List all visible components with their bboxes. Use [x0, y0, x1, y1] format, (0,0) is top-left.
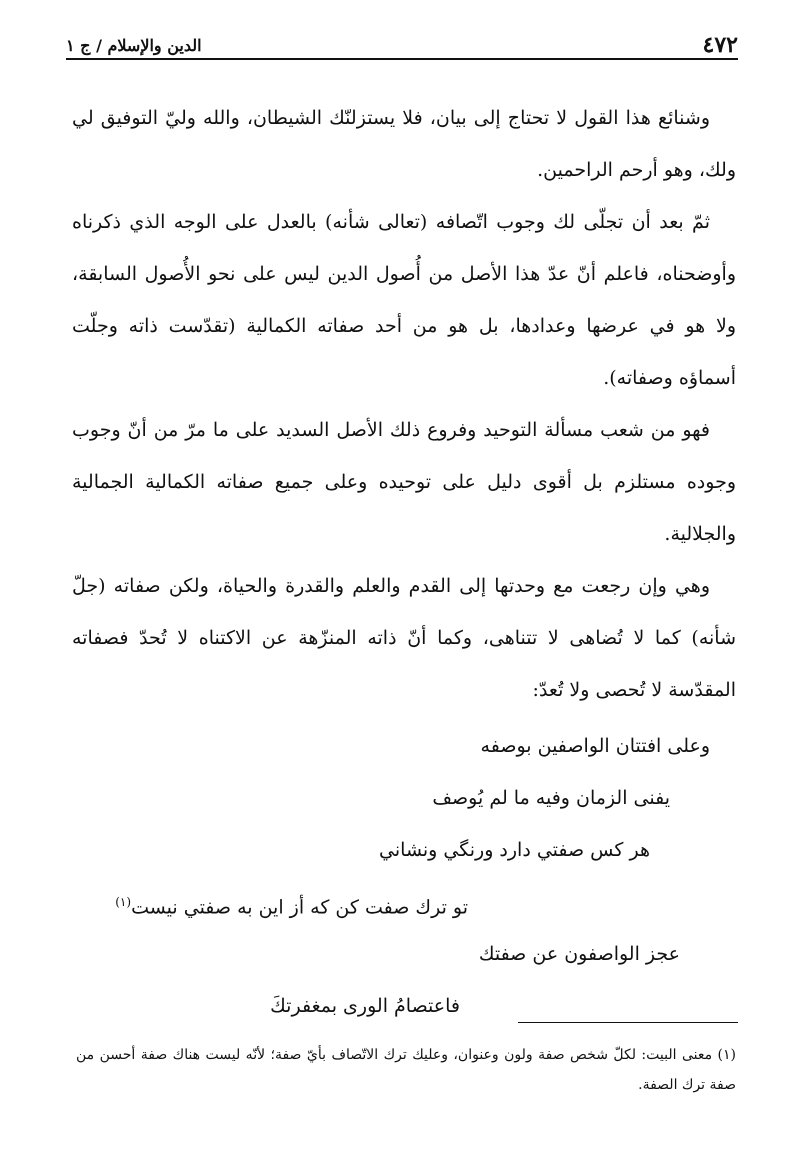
page-header: [66, 24, 738, 60]
footnote-text: (١) معنى البيت: لكلّ شخص صفة ولون وعنوان، وعليك ترك الاتّصاف بأيّ صفة؛ لأنّه ليست هناك صفة أحسن من صفة ترك الصفة.: [76, 1047, 736, 1093]
footnote-marker: (١): [115, 895, 132, 909]
verse-line: هر كس صفتي دارد ورنگي ونشاني: [379, 839, 650, 861]
footnote-rule: [518, 1022, 738, 1023]
verse-text: تو ترك صفت كن كه أز اين به صفتي نيست: [131, 896, 468, 919]
verse-line: عجز الواصفون عن صفتك: [478, 943, 680, 965]
footnote: [76, 1040, 736, 1100]
verse-line: [72, 876, 736, 928]
paragraph: فهو من شعب مسألة التوحيد وفروع ذلك الأصل السديد على ما مرّ من أنّ وجوب وجوده مستلزم بل أقوى دليل على توحيده وعلى جميع صفاته الكمالية الجمالية والجلالية.: [72, 419, 736, 545]
paragraph: وشنائع هذا القول لا تحتاج إلى بيان، فلا يستزلنّك الشيطان، والله وليّ التوفيق لي ولك، وهو أرحم الراحمين.: [72, 107, 736, 181]
header-rule: [66, 58, 738, 60]
verse-line: يفنى الزمان وفيه ما لم يُوصف: [432, 787, 670, 809]
poem: [72, 720, 736, 1032]
page-number: ٤٧٢: [702, 32, 738, 58]
verse-line: وعلى افتتان الواصفين بوصفه: [480, 735, 710, 757]
paragraph: ثمّ بعد أن تجلّى لك وجوب اتّصافه (تعالى شأنه) بالعدل على الوجه الذي ذكرناه وأوضحناه، فاعلم أنّ عدّ هذا الأصل من أُصول الدين ليس على نحو الأُصول السابقة، ولا هو في عرضها وعدادها، بل هو من أحد صفاته الكمالية (تقدّست ذاته وجلّت أسماؤه وصفاته).: [72, 211, 736, 389]
paragraph: وهي وإن رجعت مع وحدتها إلى القدم والعلم والقدرة والحياة، ولكن صفاته (جلّ شأنه) كما لا تُضاهى لا تتناهى، وكما أنّ ذاته المنزّهة عن الاكتناه لا تُحدّ فصفاته المقدّسة لا تُحصى ولا تُعدّ:: [72, 575, 736, 701]
running-head: الدين والإسلام / ج ١: [66, 36, 202, 55]
verse-line: فاعتصامُ الورى بمغفرتكَ: [270, 995, 460, 1017]
body-text: [72, 92, 736, 1032]
